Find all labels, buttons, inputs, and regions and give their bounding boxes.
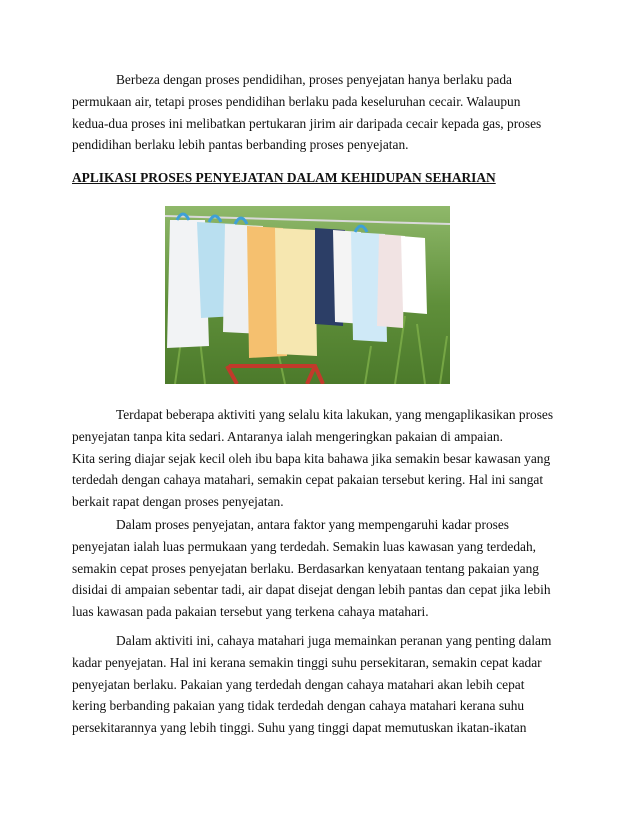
text-line: Berbeza dengan proses pendidihan, proses penyejatan hanya berlaku pada: [116, 72, 512, 87]
text-line: pendidihan berlaku lebih pantas berbanding proses penyejatan.: [72, 137, 409, 153]
text-line: kadar penyejatan. Hal ini kerana semakin tinggi suhu persekitaran, semakin cepat kadar: [72, 654, 542, 670]
paragraph-3: [72, 514, 566, 623]
text-line: persekitarannya yang lebih tinggi. Suhu yang tinggi dapat memutuskan ikatan-ikatan: [72, 720, 527, 736]
text-line: berkait rapat dengan proses penyejatan.: [72, 494, 284, 510]
text-line: Dalam aktiviti ini, cahaya matahari juga memainkan peranan yang penting dalam: [116, 633, 552, 648]
text-line: penyejatan berlaku. Pakaian yang terdedah dengan cahaya matahari akan lebih cepat: [72, 676, 525, 692]
clothesline-photo-icon: [165, 206, 450, 384]
text-line: Kita sering diajar sejak kecil oleh ibu bapa kita bahawa jika semakin besar kawasan yang: [72, 450, 551, 466]
text-line: Dalam proses penyejatan, antara faktor yang mempengaruhi kadar proses: [116, 517, 510, 532]
text-line: penyejatan tanpa kita sedari. Antaranya ialah mengeringkan pakaian di ampaian.: [72, 428, 503, 444]
text-line: permukaan air, tetapi proses pendidihan berlaku pada keseluruhan cecair. Walaupun: [72, 93, 521, 109]
section-heading: APLIKASI PROSES PENYEJATAN DALAM KEHIDUPAN SEHARIAN: [72, 170, 496, 185]
text-line: Terdapat beberapa aktiviti yang selalu kita lakukan, yang mengaplikasikan proses: [116, 407, 554, 422]
text-line: semakin cepat proses penyejatan berlaku. Berdasarkan kenyataan tentang pakaian yang: [72, 560, 539, 576]
text-line: terdedah dengan cahaya matahari, semakin cepat pakaian tersebut kering. Hal ini sangat: [72, 472, 544, 488]
text-line: kering berbanding pakaian yang tidak terdedah dengan cahaya matahari kerana suhu: [72, 698, 525, 714]
paragraph-1: [72, 69, 566, 156]
paragraph-2: [72, 404, 566, 513]
text-line: penyejatan ialah luas permukaan yang terdedah. Semakin luas kawasan yang terdedah,: [72, 538, 537, 554]
clothesline-photo: [165, 206, 450, 384]
text-line: kedua-dua proses ini melibatkan pertukaran jirim air daripada cecair kepada gas, proses: [72, 115, 542, 131]
text-line: luas kawasan pada pakaian tersebut yang terkena cahaya matahari.: [72, 604, 429, 620]
text-line: disidai di ampaian sebentar tadi, air dapat disejat dengan lebih pantas dan cepat jika lebih: [72, 582, 551, 598]
paragraph-4: [72, 630, 566, 739]
